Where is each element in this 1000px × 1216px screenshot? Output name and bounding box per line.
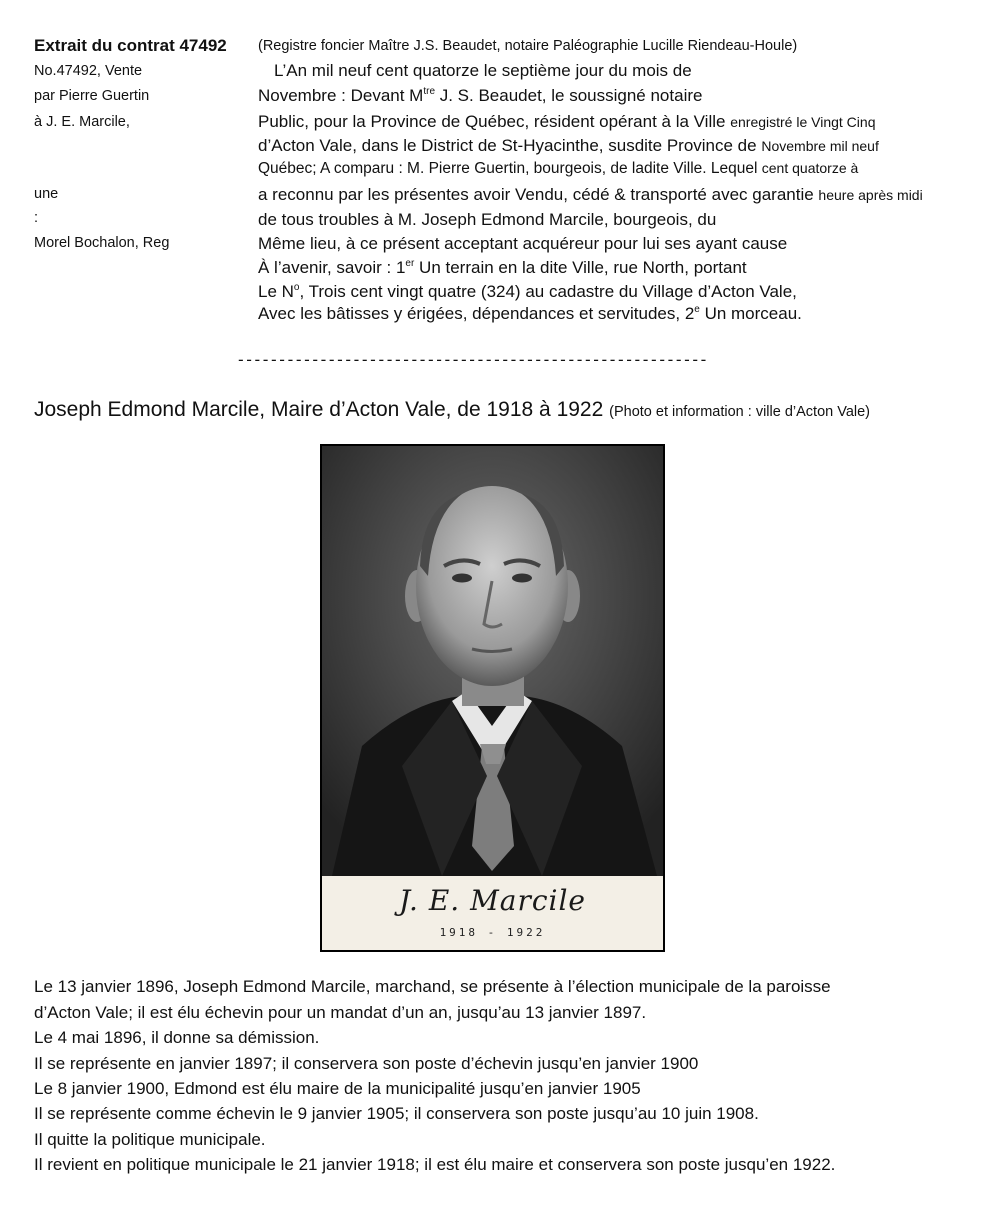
margin-note: No.47492, Vente	[34, 63, 143, 79]
contract-line	[258, 304, 802, 324]
dashed-separator: ---------------------------------------------------------	[238, 350, 709, 369]
contract-text: Novembre : Devant M	[258, 86, 424, 105]
contract-line	[258, 136, 879, 156]
photo-credit: (Photo et information : ville d’Acton Vale)	[609, 404, 870, 420]
bio-line: Il quitte la politique municipale.	[34, 1130, 266, 1149]
contract-line	[258, 160, 858, 178]
margin-note: Morel Bochalon, Reg	[34, 235, 170, 251]
contract-text: Un terrain en la dite Ville, rue North, portant	[414, 258, 747, 277]
bio-line: Le 8 janvier 1900, Edmond est élu maire de la municipalité jusqu’en janvier 1905	[34, 1079, 641, 1098]
contract-text: d’Acton Vale, dans le District de St-Hyacinthe, susdite Province de	[258, 136, 757, 155]
contract-text: , Trois cent vingt quatre (324) au cadastre du Village d’Acton Vale,	[299, 282, 797, 301]
bio-line: Il se représente en janvier 1897; il conservera son poste d’échevin jusqu’en janvier 1900	[34, 1054, 699, 1073]
contract-line	[258, 86, 702, 106]
superscript: er	[405, 258, 415, 269]
contract-text: À l’avenir, savoir : 1	[258, 258, 406, 277]
margin-note: par Pierre Guertin	[34, 88, 150, 104]
margin-note: :	[34, 210, 39, 226]
side-note: heure après midi	[818, 187, 923, 203]
side-note: enregistré le Vingt Cinq	[730, 114, 876, 130]
contract-line	[258, 185, 923, 205]
bio-line: Il se représente comme échevin le 9 janvier 1905; il conservera son poste jusqu’au 10 juin 1908.	[34, 1104, 759, 1123]
photo-caption	[322, 876, 663, 950]
photo-heading	[34, 398, 870, 422]
contract-text: a reconnu par les présentes avoir Vendu, cédé & transporté avec garantie	[258, 185, 814, 204]
contract-line	[258, 112, 875, 132]
document-title: Extrait du contrat 47492	[34, 36, 227, 55]
portrait-image	[322, 446, 663, 876]
portrait-photo	[320, 444, 665, 952]
contract-text: Québec; A comparu : M. Pierre Guertin, bourgeois, de ladite Ville. Lequel	[258, 160, 758, 177]
contract-text: Un morceau.	[699, 304, 802, 323]
photo-title: Joseph Edmond Marcile, Maire d’Acton Vale, de 1918 à 1922	[34, 398, 604, 421]
bio-line: Le 4 mai 1896, il donne sa démission.	[34, 1028, 320, 1047]
document-source: (Registre foncier Maître J.S. Beaudet, notaire Paléographie Lucille Riendeau-Houle)	[258, 38, 798, 54]
side-note: cent quatorze à	[761, 160, 859, 176]
contract-line: L’An mil neuf cent quatorze le septième jour du mois de	[274, 61, 692, 80]
superscript: o	[293, 282, 300, 293]
margin-note: à J. E. Marcile,	[34, 114, 130, 130]
side-note: Novembre mil neuf	[761, 138, 879, 154]
contract-text: Public, pour la Province de Québec, résident opérant à la Ville	[258, 112, 726, 131]
contract-line	[258, 258, 747, 278]
contract-text: J. S. Beaudet, le soussigné notaire	[435, 86, 703, 105]
contract-text: Le N	[258, 282, 294, 301]
bio-line: d’Acton Vale; il est élu échevin pour un mandat d’un an, jusqu’au 13 janvier 1897.	[34, 1003, 647, 1022]
margin-note: une	[34, 186, 59, 202]
contract-line: de tous troubles à M. Joseph Edmond Marcile, bourgeois, du	[258, 210, 717, 229]
bio-line: Le 13 janvier 1896, Joseph Edmond Marcile, marchand, se présente à l’élection municipale de la paroisse	[34, 977, 831, 996]
contract-line	[258, 282, 797, 302]
superscript: e	[694, 304, 700, 315]
contract-line: Même lieu, à ce présent acceptant acquéreur pour lui ses ayant cause	[258, 234, 788, 253]
contract-text: Avec les bâtisses y érigées, dépendances et servitudes, 2	[258, 304, 695, 323]
caption-signature: J. E. Marcile	[398, 884, 586, 917]
bio-line: Il revient en politique municipale le 21 janvier 1918; il est élu maire et conservera son poste jusqu’en 1922.	[34, 1155, 836, 1174]
superscript: tre	[423, 86, 436, 97]
caption-years: 1918 - 1922	[439, 926, 546, 939]
